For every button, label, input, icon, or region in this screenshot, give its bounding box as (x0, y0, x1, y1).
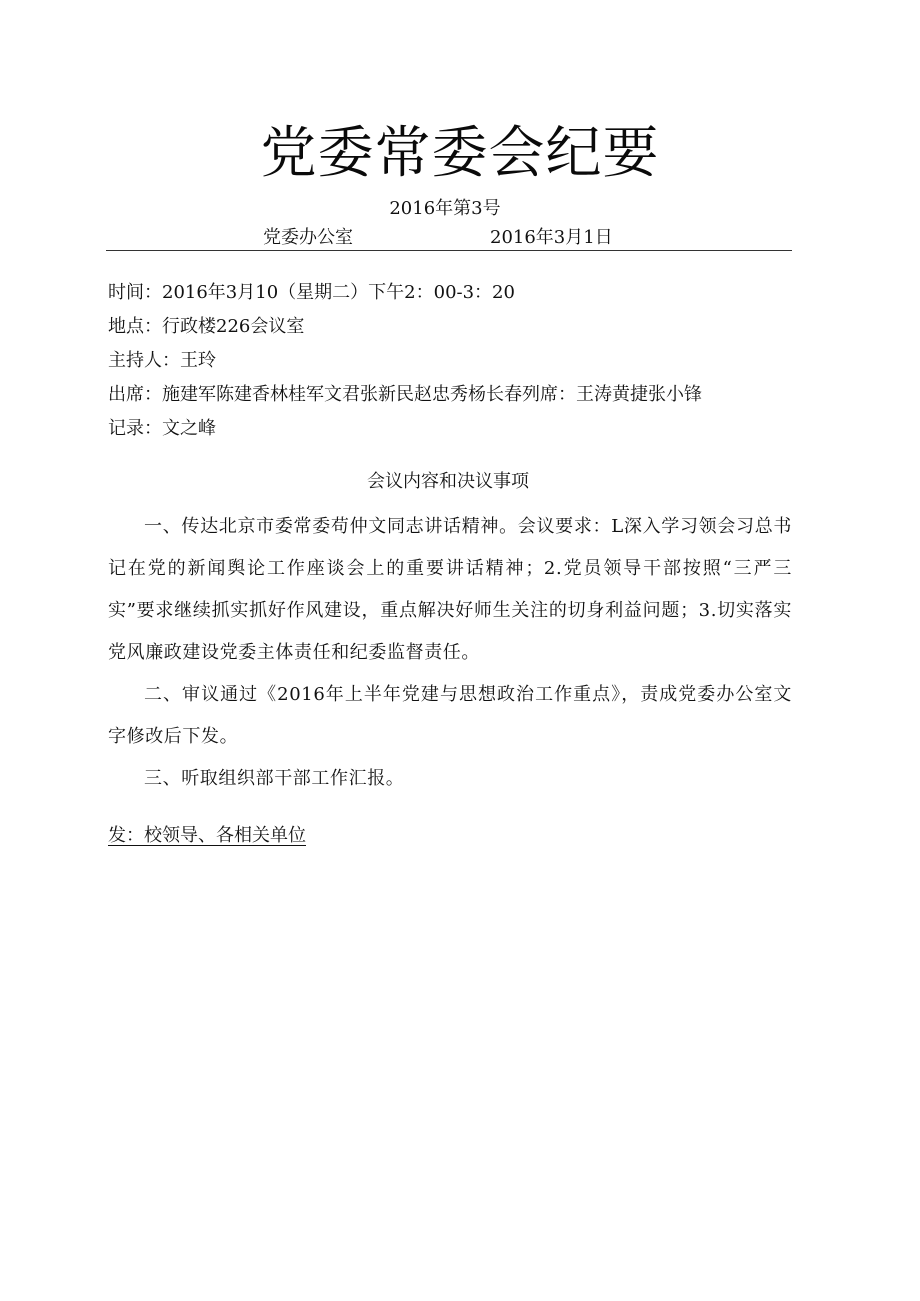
issue-date: 2016年3月1日 (490, 227, 613, 248)
section-heading: 会议内容和决议事项 (367, 471, 529, 492)
minutes-paragraph-2: 二、审议通过《2016年上半年党建与思想政治工作重点》，责成党委办公室文字修改后下发。 (108, 684, 792, 747)
issuer: 党委办公室 (263, 227, 353, 248)
document-title: 党委常委会纪要 (260, 121, 660, 186)
distribution-list: 发：校领导、各相关单位 (108, 825, 306, 846)
meeting-host: 主持人：王玲 (108, 350, 216, 371)
meeting-info (108, 276, 808, 446)
meeting-location: 地点：行政楼226会议室 (108, 316, 305, 337)
meeting-recorder: 记录：文之峰 (108, 418, 216, 439)
meeting-attendees: 出席：施建军陈建香林桂军文君张新民赵忠秀杨长春列席：王涛黄捷张小锋 (108, 384, 702, 405)
meeting-time: 时间：2016年3月10（星期二）下午2：00-3：20 (108, 282, 515, 303)
header-divider (106, 250, 792, 251)
minutes-body (108, 506, 792, 800)
issue-number: 2016年第3号 (389, 198, 501, 219)
minutes-paragraph-3: 三、听取组织部干部工作汇报。 (144, 768, 405, 789)
minutes-paragraph-1: 一、传达北京市委常委苟仲文同志讲话精神。会议要求：L深入学习领会习总书记在党的新闻舆论工作座谈会上的重要讲话精神；2.党员领导干部按照“三严三实”要求继续抓实抓好作风建设，重点解决好师生关注的切身利益问题；3.切实落实党风廉政建设党委主体责任和纪委监督责任。 (108, 516, 792, 663)
